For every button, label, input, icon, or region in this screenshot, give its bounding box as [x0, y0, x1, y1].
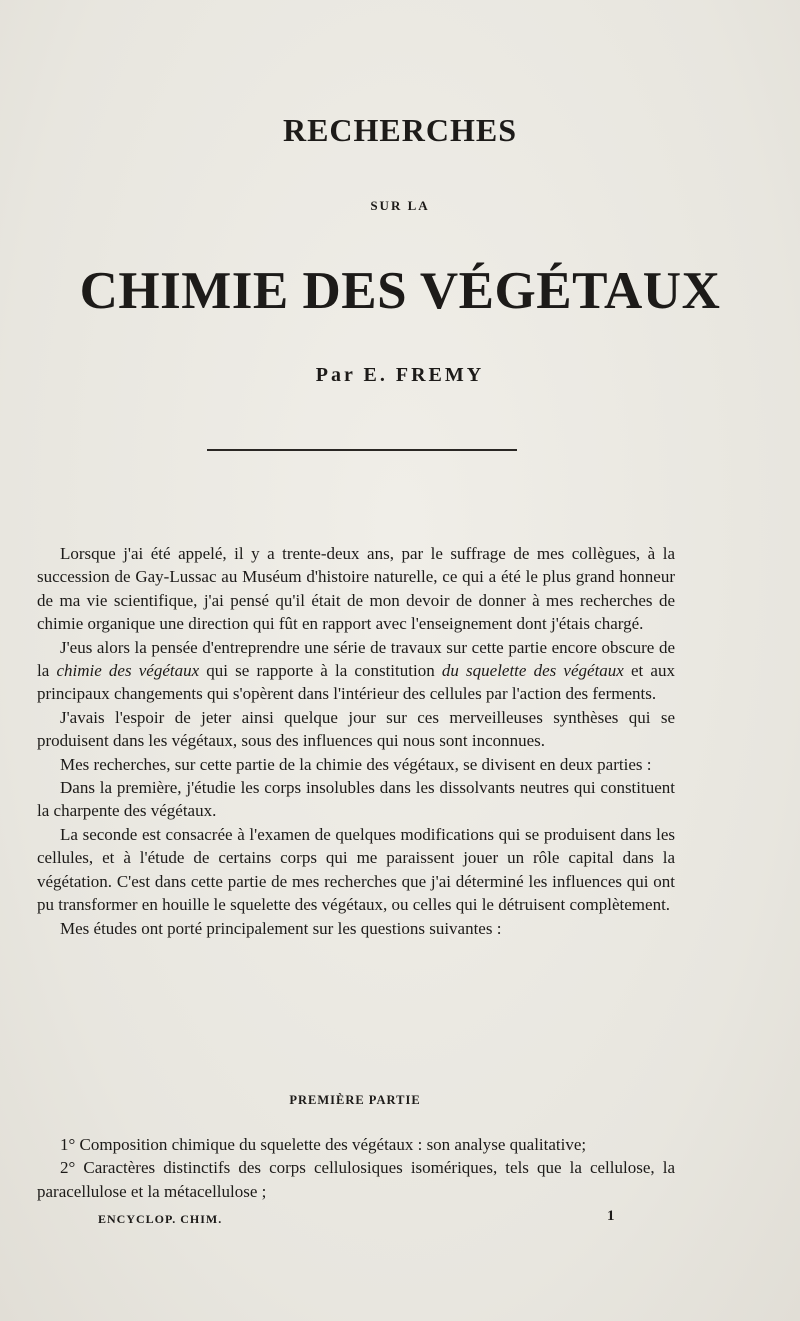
paragraph-2-text-c: et aux principaux changements qui s'opèrent dans l'intérieur des cellules par l'action des ferments. [37, 661, 675, 704]
list-item: 1° Composition chimique du squelette des végétaux : son analyse qualitative; [60, 1135, 587, 1154]
paragraph-2 [37, 636, 675, 706]
paragraph-4-text: Mes recherches, sur cette partie de la chimie des végétaux, se divisent en deux parties : [60, 754, 652, 774]
intro-text [37, 542, 675, 940]
paragraph-7 [37, 917, 675, 940]
footer-signature: ENCYCLOP. CHIM. [98, 1212, 223, 1226]
paragraph-2-text-b: qui se rapporte à la constitution [199, 661, 442, 681]
paragraph-1-text: Lorsque j'ai été appelé, il y a trente-deux ans, par le suffrage de mes collègues, à la succession de Gay-Lussac au Muséum d'histoire naturelle, ce qui a été le plus grand honneur de ma vie scientifique, j'ai pensé qu'il était de mon devoir de donner à mes recherches de chimie organique une direction qui fût en rapport avec l'enseignement dont j'étais chargé. [37, 544, 675, 634]
section-heading: PREMIÈRE PARTIE [289, 1093, 421, 1107]
paragraph-6-text: La seconde est consacrée à l'examen de quelques modifications qui se produisent dans les cellules, et à l'étude de certains corps qui me paraissent jouer un rôle capital dans la végétation. C'est dans cette partie de mes recherches que j'ai déterminé les influences qui ont pu transformer en houille le squelette des végétaux, ou celles qui le détruisent complètement. [37, 824, 675, 915]
title-recherches: RECHERCHES [282, 112, 518, 148]
list-item: 2° Caractères distinctifs des corps cellulosiques isomériques, tels que la cellulose, la paracellulose et la métacellulose ; [37, 1158, 675, 1201]
title-divider [207, 449, 517, 451]
paragraph-5-text: Dans la première, j'étudie les corps insolubles dans les dissolvants neutres qui constituent la charpente des végétaux. [37, 778, 675, 821]
page-number: 1 [607, 1208, 615, 1224]
item-list [37, 1133, 675, 1203]
title-chimie-des-vegetaux: CHIMIE DES VÉGÉTAUX [79, 262, 721, 320]
paragraph-5 [37, 776, 675, 823]
paragraph-2-italic-chimie: chimie des végétaux [56, 661, 200, 681]
title-sur-la: SUR LA [370, 198, 430, 213]
paragraph-1 [37, 542, 675, 636]
paragraph-3 [37, 706, 675, 753]
paragraph-2-italic-squelette: du squelette des végétaux [441, 661, 624, 681]
paragraph-6 [37, 823, 675, 917]
paragraph-4 [37, 753, 675, 776]
paragraph-3-text: J'avais l'espoir de jeter ainsi quelque jour sur ces merveilleuses synthèses qui se produisent dans les végétaux, sous des influences qui nous sont inconnues. [37, 707, 675, 751]
paragraph-7-text: Mes études ont porté principalement sur les questions suivantes : [60, 918, 502, 938]
author-line: Par E. FREMY [315, 364, 485, 386]
paragraph-2-text-a: J'eus alors la pensée d'entreprendre une série de travaux sur cette partie encore obscure de la [37, 637, 675, 681]
